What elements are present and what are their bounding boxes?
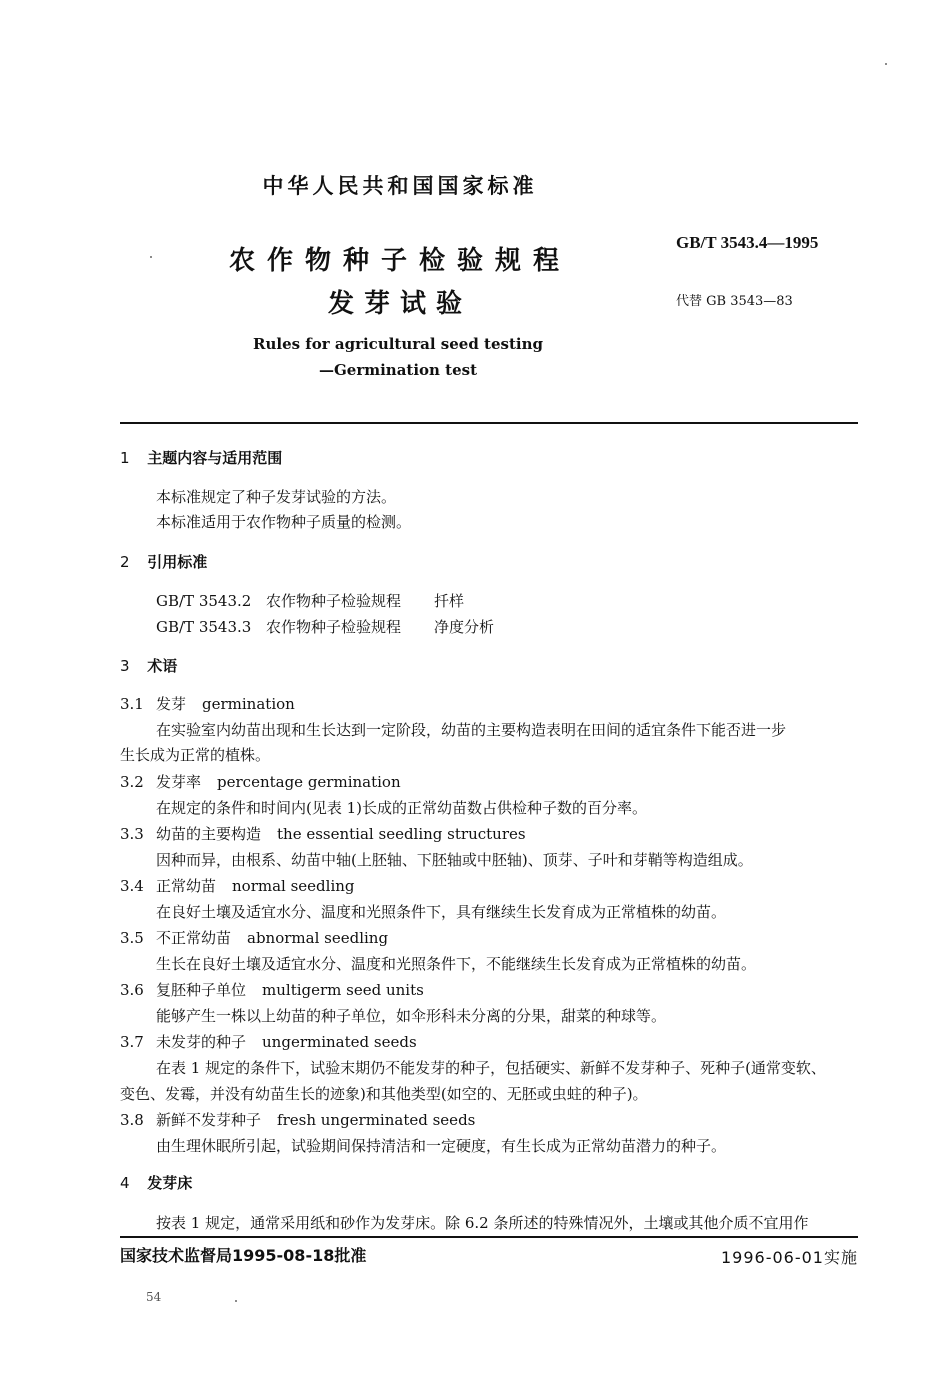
term-cn: 不正常幼苗 (156, 929, 232, 947)
term-heading (120, 875, 355, 896)
section-number: 2 (120, 553, 130, 571)
effective-date: 1996-06-01实施 (721, 1248, 858, 1267)
section-3-heading (120, 655, 177, 676)
term-en: percentage germination (217, 773, 401, 791)
term-number: 3.3 (120, 825, 144, 843)
section-1-heading (120, 447, 282, 468)
term-definition-continued: 生长成为正常的植株。 (120, 746, 271, 764)
term-definition: 在良好土壤及适宜水分、温度和光照条件下，具有继续生长发育成为正常植株的幼苗。 (156, 903, 727, 921)
scan-speck (235, 1300, 237, 1302)
term-number: 3.8 (120, 1111, 144, 1129)
scan-speck (150, 256, 152, 258)
reference-part: 扦样 (434, 592, 465, 610)
section-number: 3 (120, 657, 130, 675)
approval-date: 国家技术监督局1995-08-18批准 (120, 1246, 367, 1265)
term-heading (120, 1031, 417, 1052)
term-number: 3.6 (120, 981, 144, 999)
reference-title: 农作物种子检验规程 (266, 592, 402, 610)
subtitle-cn: 发芽试验 (327, 289, 472, 319)
term-en: abnormal seedling (247, 929, 389, 947)
reference-item (156, 616, 494, 637)
title-en-line2: —Germination test (318, 361, 478, 379)
section-title: 发芽床 (147, 1174, 193, 1192)
section-number: 1 (120, 449, 130, 467)
footer-divider (120, 1236, 858, 1238)
term-definition: 能够产生一株以上幼苗的种子单位，如伞形科未分离的分果，甜菜的种球等。 (156, 1007, 667, 1025)
paragraph: 本标准规定了种子发芽试验的方法。 (156, 488, 397, 506)
term-heading (120, 1109, 475, 1130)
section-4-heading (120, 1172, 192, 1193)
term-definition: 由生理休眠所引起，试验期间保持清洁和一定硬度，有生长成为正常幼苗潜力的种子。 (156, 1137, 727, 1155)
term-en: the essential seedling structures (277, 825, 526, 843)
paragraph: 按表 1 规定，通常采用纸和砂作为发芽床。除 6.2 条所述的特殊情况外，土壤或其他介质不宜用作 (156, 1214, 809, 1232)
term-en: normal seedling (232, 877, 355, 895)
term-definition: 在实验室内幼苗出现和生长达到一定阶段，幼苗的主要构造表明在田间的适宜条件下能否进一步 (156, 721, 787, 739)
term-heading (120, 771, 401, 792)
section-title: 术语 (147, 657, 178, 675)
term-number: 3.4 (120, 877, 144, 895)
term-cn: 未发芽的种子 (156, 1033, 247, 1051)
paragraph: 本标准适用于农作物种子质量的检测。 (156, 513, 412, 531)
term-definition-continued: 变色、发霉，并没有幼苗生长的迹象)和其他类型(如空的、无胚或虫蛀的种子)。 (120, 1085, 648, 1103)
section-title: 主题内容与适用范围 (147, 449, 283, 467)
term-definition: 在规定的条件和时间内(见表 1)长成的正常幼苗数占供检种子数的百分率。 (156, 799, 648, 817)
term-en: ungerminated seeds (262, 1033, 417, 1051)
title-en-line1: Rules for agricultural seed testing (253, 335, 543, 353)
section-2-heading (120, 551, 207, 572)
reference-code: GB/T 3543.3 (156, 618, 252, 636)
term-number: 3.5 (120, 929, 144, 947)
term-heading (120, 693, 295, 714)
term-number: 3.7 (120, 1033, 144, 1051)
term-definition: 因种而异，由根系、幼苗中轴(上胚轴、下胚轴或中胚轴)、顶芽、子叶和芽鞘等构造组成。 (156, 851, 753, 869)
term-heading (120, 823, 526, 844)
reference-title: 农作物种子检验规程 (266, 618, 402, 636)
national-standard-label: 中华人民共和国国家标准 (262, 174, 538, 198)
term-number: 3.2 (120, 773, 144, 791)
term-cn: 发芽率 (156, 773, 202, 791)
term-en: germination (202, 695, 295, 713)
term-definition: 生长在良好土壤及适宜水分、温度和光照条件下，不能继续生长发育成为正常植株的幼苗。 (156, 955, 757, 973)
term-heading (120, 927, 388, 948)
section-title: 引用标准 (147, 553, 208, 571)
header-divider (120, 422, 858, 424)
term-en: fresh ungerminated seeds (277, 1111, 476, 1129)
term-heading (120, 979, 424, 1000)
replaces-standard: 代替 GB 3543—83 (676, 294, 793, 309)
page-number: 54 (146, 1290, 162, 1304)
term-cn: 幼苗的主要构造 (156, 825, 262, 843)
section-number: 4 (120, 1174, 130, 1192)
term-cn: 新鲜不发芽种子 (156, 1111, 262, 1129)
scan-speck (885, 63, 887, 65)
reference-part: 净度分析 (434, 618, 495, 636)
term-en: multigerm seed units (262, 981, 424, 999)
term-cn: 发芽 (156, 695, 187, 713)
term-cn: 正常幼苗 (156, 877, 217, 895)
title-cn: 农作物种子检验规程 (228, 246, 571, 276)
standard-number: GB/T 3543.4—1995 (676, 233, 819, 252)
term-cn: 复胚种子单位 (156, 981, 247, 999)
term-definition: 在表 1 规定的条件下，试验末期仍不能发芽的种子，包括硬实、新鲜不发芽种子、死种子(通常变软、 (156, 1059, 826, 1077)
reference-item (156, 590, 464, 611)
term-number: 3.1 (120, 695, 144, 713)
reference-code: GB/T 3543.2 (156, 592, 252, 610)
